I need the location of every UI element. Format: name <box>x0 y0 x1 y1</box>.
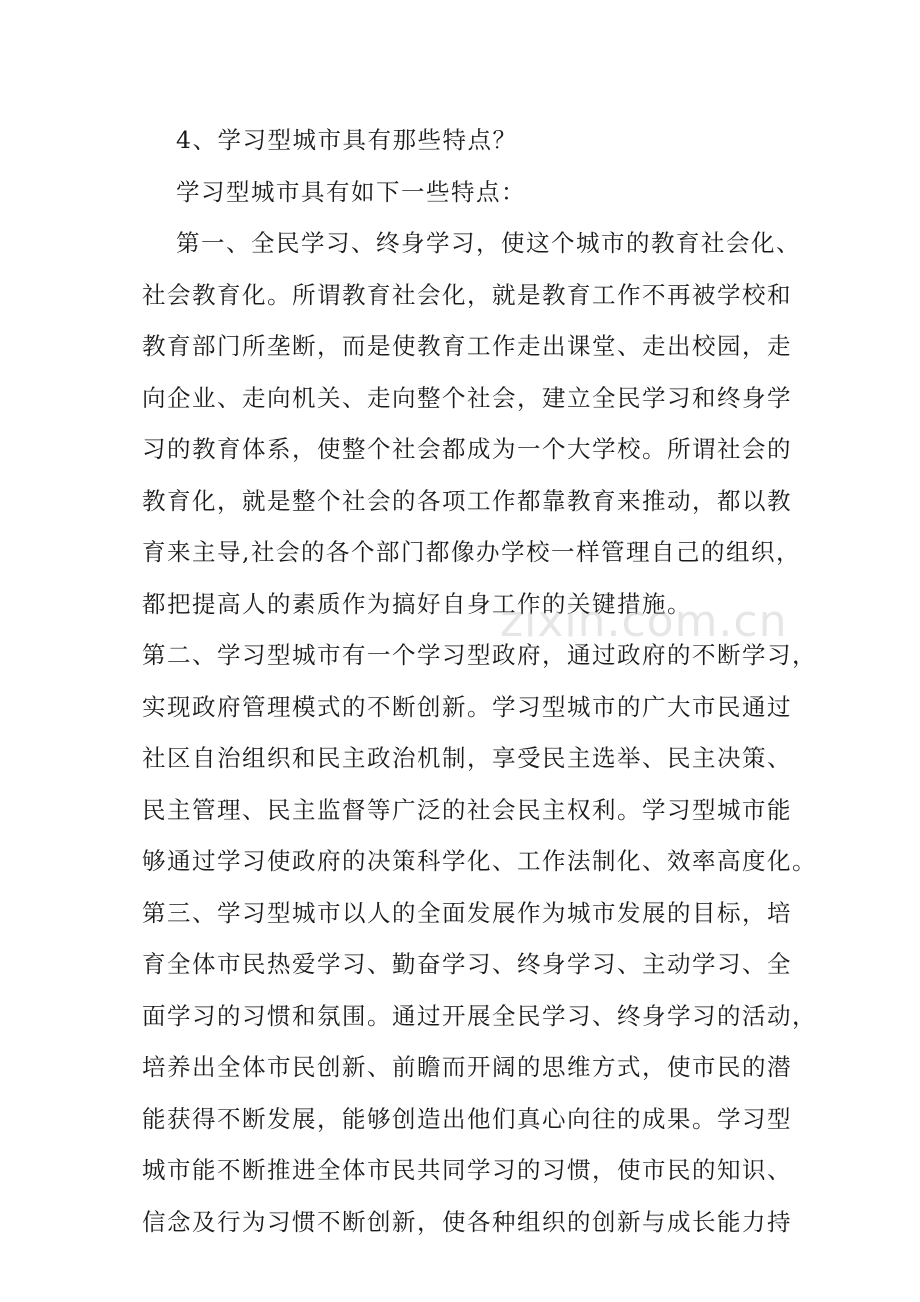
paragraph-line: 都把提高人的素质作为搞好自身工作的关键措施。 <box>142 589 692 618</box>
paragraph-line: 能获得不断发展，能够创造出他们真心向往的成果。学习型 <box>142 1104 792 1133</box>
document-body <box>142 115 817 1248</box>
paragraph-line: 够通过学习使政府的决策科学化、工作法制化、效率高度化。 <box>142 847 817 875</box>
paragraph-line: 向企业、走向机关、走向整个社会，建立全民学习和终身学 <box>142 383 792 412</box>
paragraph-line: 社会教育化。所谓教育社会化，就是教育工作不再被学校和 <box>142 280 792 309</box>
paragraph-line: 习的教育体系，使整个社会都成为一个大学校。所谓社会的 <box>142 435 792 463</box>
paragraph-line: 民主管理、民主监督等广泛的社会民主权利。学习型城市能 <box>142 795 792 824</box>
question-heading: 4、学习型城市具有那些特点？ <box>176 126 518 154</box>
answer-intro: 学习型城市具有如下一些特点： <box>176 177 526 206</box>
watermark: zixin.com.cn <box>500 596 788 647</box>
paragraph-line: 第一、全民学习、终身学习，使这个城市的教育社会化、 <box>176 229 801 257</box>
paragraph-line: 第三、学习型城市以人的全面发展作为城市发展的目标，培 <box>142 898 792 927</box>
paragraph-line: 育来主导,社会的各个部门都像办学校一样管理自己的组织， <box>142 538 801 566</box>
paragraph-line: 社区自治组织和民主政治机制，享受民主选举、民主决策、 <box>142 744 792 772</box>
paragraph-line: 第二、学习型城市有一个学习型政府，通过政府的不断学习， <box>142 641 817 669</box>
paragraph-line: 信念及行为习惯不断创新，使各种组织的创新与成长能力持 <box>142 1207 792 1236</box>
paragraph-line: 实现政府管理模式的不断创新。学习型城市的广大市民通过 <box>142 692 792 721</box>
paragraph-line: 教育化，就是整个社会的各项工作都靠教育来推动，都以教 <box>142 486 792 515</box>
paragraph-line: 面学习的习惯和氛围。通过开展全民学习、终身学习的活动， <box>142 1001 817 1030</box>
paragraph-line: 城市能不断推进全体市民共同学习的习惯，使市民的知识、 <box>142 1156 792 1184</box>
paragraph-line: 教育部门所垄断，而是使教育工作走出课堂、走出校园，走 <box>142 332 792 360</box>
paragraph-line: 培养出全体市民创新、前瞻而开阔的思维方式，使市民的潜 <box>142 1053 792 1081</box>
paragraph-line: 育全体市民热爱学习、勤奋学习、终身学习、主动学习、全 <box>142 950 792 978</box>
